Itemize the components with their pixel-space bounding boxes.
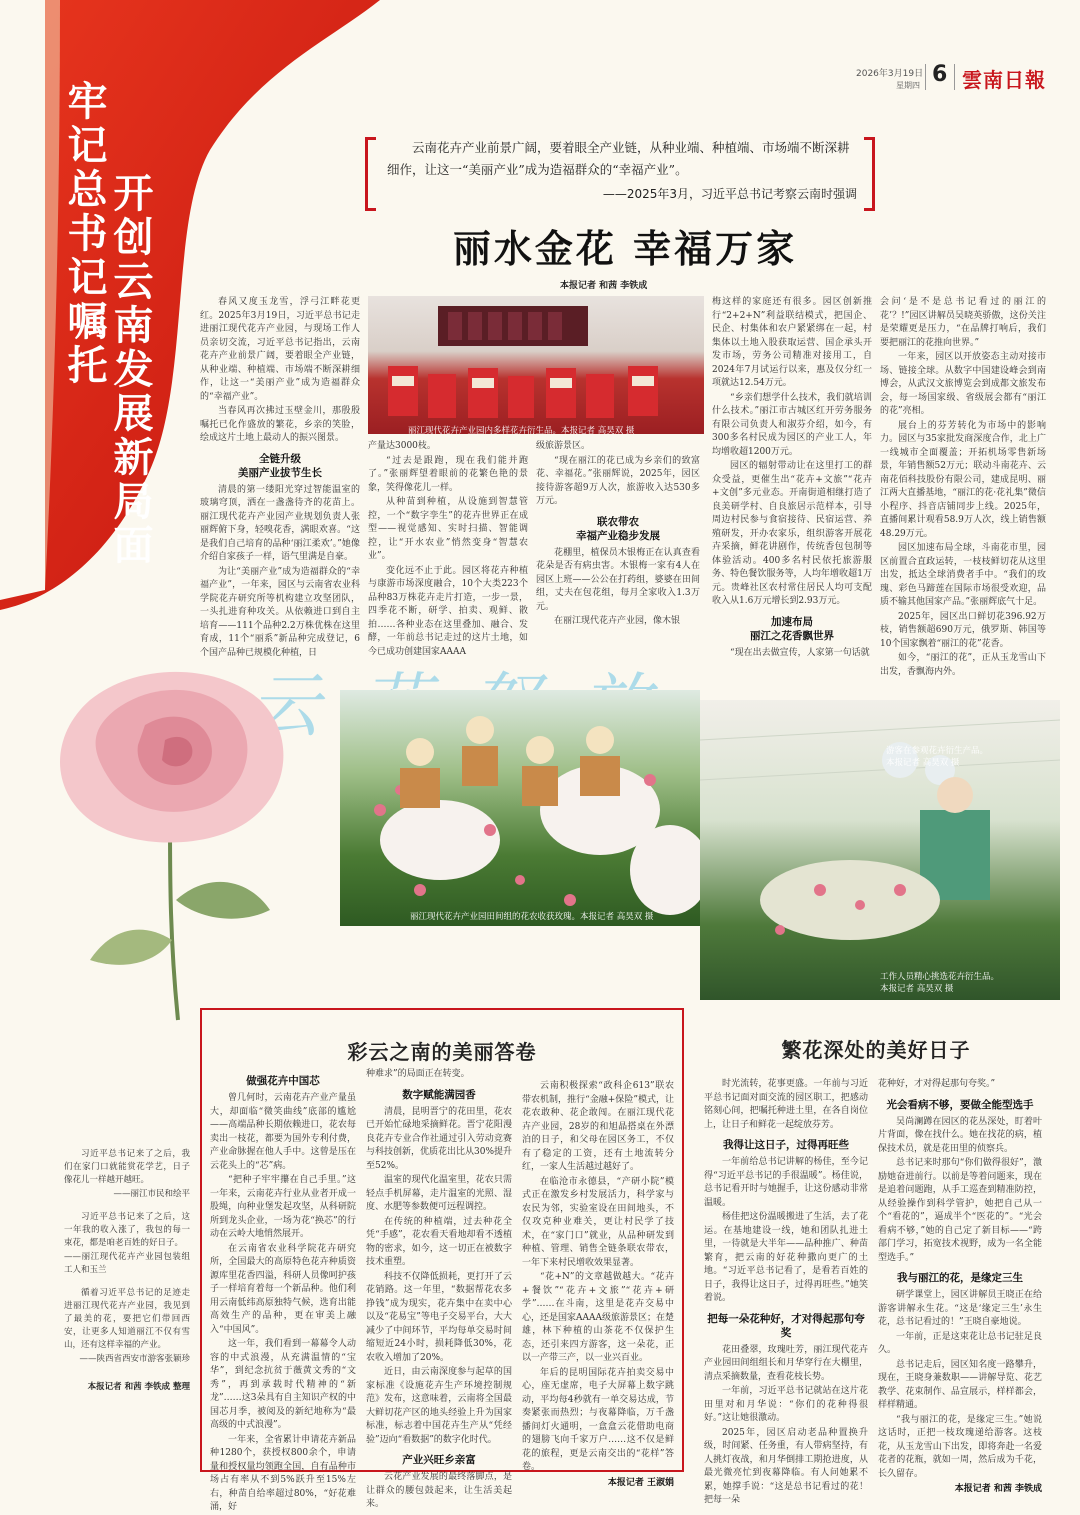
feature-left-credit: 本报记者 王淑娟 [607,1477,674,1488]
fl-c2-p6: 近日，由云南深度参与起草的国家标准《设施花卉生产环境控制规范》发布，这意味着，云南将全国最大鲜切花产区的地头经验上升为国家标准，标志着中国花卉生产从“凭经验”迈向“看数据”的数字化时代。 [366,1367,512,1445]
col3-para-4: 在丽江现代花卉产业园，像木银 [554,616,681,626]
feature-right-sub-3: 光会看病不够，要做全能型选手 [886,1098,1034,1111]
photo-greenhouse [700,700,1060,1000]
fl-c1-p2: “把种子牢牢攥在自己手里。”这一年来，云南花卉行业从业者开成一股绳，向种业堡发起攻坚，从科研院所到龙头企业，一场为花“换芯”的行动在云岭大地悄然展开。 [210,1175,356,1239]
fr-c2-p3: 总书记来时那句“你们做得很好”，激励她奋进前行。以前是等着问题来，现在是追着问题跑，从手工巡查到精准防控，从经验操作到科学管护，她把自己从一个“看花的”，逼成半个“医花的”。“光会看病不够，”她的自己定了新目标——“跨部门学习，拓宽技术视野，成为一名全能型选手。” [878,1158,1042,1263]
sidebar-quote-1-text: 习近平总书记来了之后，我们在家门口就能赏花学艺，日子像花儿一样越开越旺。 [64,1149,190,1185]
sidebar-quote-3-source: ——陕西省西安市游客张颖珍 [79,1354,190,1364]
col5-para-2: 一年来，园区以开放姿态主动对接市场、链接全球。从数字中国建设峰会到南博会，从武汉文旅博览会到成都文旅发布会，每一场国家级、省级展会都有“丽江的花”亮相。 [880,352,1046,416]
sidebar-quote-1-source: ——丽江市民和绘平 [113,1189,190,1199]
masthead-logo: 雲南日報 [962,68,1046,92]
feature-left-col-3 [522,1080,674,1488]
products-illustration [368,296,704,434]
caption-staff: 工作人员精心挑选花卉衍生品。 本报记者 高昊双 摄 [880,972,1000,994]
feature-right-sub-1: 我得让这日子，过得再旺些 [723,1139,849,1151]
feature-left-sub-1: 做强花卉中国芯 [246,1075,320,1087]
fr-c1-p3: 杨佳把这份温暖搬进了生活，去了花运。在基地建设一线，她和团队扎进土里，一待就是大半年——品种推广、种苗繁育，把云南的好花种撒向更广的土地。“习近平总书记看了，是看若百姓的日子，我得让这日子，过得再旺些。”她笑着说。 [704,1212,868,1303]
article-col-5 [880,296,1046,677]
quote-box [365,133,875,211]
feature-box-left [200,1008,684,1512]
article-col-1 [200,296,360,656]
workers-illustration [340,690,700,926]
col2-para-4: 变化远不止于此。园区将花卉种植与康游市场深度融合，10个大类223个品种83万株花卉走片打造，一步一景，四季花不断，研学、拍卖、观鲜、散拍……各种业态在这里叠加、融合、发酵，一年前总书记走过的这片土地，如今已成功创建国家AAAA [368,565,528,657]
col5-para-5: 2025年，园区出口鲜切花396.92万枝，销售额超690万元，俄罗斯、韩国等10个国家飘着“丽江的花”花香。 [880,611,1046,649]
fr-c1-p6: 2025年，园区启动老品种置换升级，时间紧、任务重，有人带病坚持，有人挑灯夜战，和月华倒排工期抢进度，从最光微亮忙到夜幕降临。有人问她累不累，她撑手说：“这是总书记看过的花！把每一朵 [704,1427,868,1505]
byline: 本报记者 和茜 李铁成 [560,281,648,291]
header [840,62,1070,92]
feature-right-col-1 [704,1078,868,1505]
greenhouse-illustration [700,700,1060,1000]
col3-para-3: 花棚里，植保员木银梅正在认真查看花朵是否有病虫害。木银梅一家有4人在园区上班——公公在打药组，婆婆在田间组，丈夫在包花组，每月全家收入1.3万元。 [536,547,700,612]
feature-right-col-2 [878,1078,1042,1494]
issue-date: 2026年3月19日 [856,69,924,79]
fr-c2-p5: 一年前，正是这束花让总书记驻足良久。 [878,1331,1042,1355]
fl-c1-p1: 曾几何时，云南花卉产业产量虽大，却面临“微笑曲线”底部的尴尬——高端品种长期依赖进口，花农每卖出一枝花，都要为国外专利付费，产业命脉握在他人手中。这曾是压在云花头上的“芯”病。 [210,1093,356,1171]
col4-para-3: 园区的辐射带动让在这里打工的群众受益，更催生出“花卉+文旅”“花卉+文创”多元业态。开南街道相继打造了良美研学村、自良旅居示范样本，引导周边村民参与食宿接待、民宿运营、养殖研发，开办农家乐，组织游客开展花卉采摘，鲜花讲剧作，传统香包包制等体验活动。400多名村民依托旅游服务、特色餐饮服务等，人均年增收超1万元。贵峰社区农村常住居民人均可支配收入从1.6万元增长到2.93万元。 [712,461,872,606]
sidebar-quote-3-text: 循着习近平总书记的足迹走进丽江现代花卉产业园，我见到了最美的花，要把它们带回西安，让更多人知道丽江不仅有雪山，还有这样幸福的产业。 [64,1288,190,1350]
fr-c1-p1: 时光流转，花事更盛。一年前与习近平总书记面对面交流的园区职工，把感动铭刻心间，把嘱托种进土里，在各自岗位上，让日子和鲜花一起绽放芬芳。 [704,1079,868,1130]
lead-para-2: 当春风再次拂过玉壁金川，那殷殷嘱托已化作盛放的繁花，乡亲的笑脸，绘成这片土地上最动人的振兴图景。 [200,406,360,443]
col1-para-1: 清晨的第一缕阳光穿过智能温室的玻璃穹顶，洒在一盏盏待齐的花苗上。丽江现代花卉产业园产业规划负责人张丽辉俯下身，轻嗅花香，满眼欢喜。“这是我们自己培育的品种‘丽江柔欢’。”她像介绍自家孩子一样，语气里满是自豪。 [200,484,360,562]
feature-left-col-2 [366,1068,513,1509]
sidebar-quote-2 [64,1211,190,1277]
fl-c2-p4: 在传统的种植端，过去种花全凭“手感”，花农看天看地却看不透植物的密求，如今，这一切正在被数字技术重塑。 [366,1216,512,1267]
fl-c1-p4: 这一年，我们看到一幕幕令人动容的中式浪漫，从充满温情的“宝华”，到纪念抗贫于薇黄文秀的“文秀”，再到承载时代精神的“新龙”……这3朵具有自主知识产权的中国芯月季，被阅及的新纪地称为“最高级的中式浪漫”。 [210,1339,356,1430]
fl-c3-p3: “花+N”的文章越做越大。“花卉+餐饮”“花卉+文旅”“花卉+研学”……在斗南，这里是花卉交易中心，还是国家AAAA级旅游景区；在楚雄，林下种植的山茶花不仅保护生态，还引来四方游客，这一朵花，正以一产带三产，以一业兴百业。 [522,1272,674,1363]
page-divider-2 [954,64,955,90]
col5-para-3: 展台上的芬芳转化为市场中的影响力。园区与35家批发商深度合作，北上广一线城市全面覆盖；开拓机场零售新场景，年销售额52万元；联动斗南花卉、云南花佰科技股份有限公司，建成昆明、丽江两大直播基地，“丽江的花·花礼集”微信小程序、抖音店铺同步上线。2025年，直播间累计观看58.9万人次，线上销售额48.29万元。 [880,420,1046,539]
fr-c1-p2: 一年前给总书记讲解的杨佳，至今记得“习近平总书记的手很温暖”。杨佳说，总书记看开时与她握手，让这份感动非常温暖。 [704,1157,868,1208]
sidebar-quotes [64,1148,190,1392]
caption-workers: 丽江现代花卉产业园田间组的花农收获玫瑰。本报记者 高昊双 摄 [410,912,654,922]
feature-right-sub-4: 我与丽江的花，是缘定三生 [897,1272,1023,1284]
page-number: 6 [932,62,948,87]
quote-bracket-left [365,137,376,211]
fl-c1-p5: 一年来，全省累计申请花卉新品种1280个，获授权800余个，申请量和授权量均领跑全国，自有品种市场占有率从不到5%跃升至15%左右，种苗自给率超过80%，“好花难涌，好 [210,1434,356,1512]
feature-left-col-1 [210,1068,356,1512]
feature-right-sub-2: 把每一朵花种好，才对得起那句夸奖 [707,1312,865,1339]
fl-c3-p2: 在临沧市永德县，“产研小院”模式正在激发乡村发展活力，科学家与农民为邻，实验室设在田间地头，不仅攻克种业难关，更让村民学了技术，在“家门口”就业，从品种研发到种植、管理、销售全链条联农带农，一年下来村民增收效果显著。 [522,1176,674,1268]
fr-c1-p5: 一年前，习近平总书记就站在这片花田里对和月华说：“你们的花种得很好。”这让她很激动。 [704,1386,868,1423]
fr-c2-p7: “我与丽江的花，是缘定三生。”她说这话时，正把一枝玫瑰递给游客。这枝花，从玉龙雪山下出发，即将奔赴一名爱花者的花瓶，就如一周，然后成为千花，长久留存。 [878,1414,1042,1479]
fl-c3-p1: 云南积极探索“政科企613”联农带农机制，推行“金融+保险”模式，让花农敢种、花企敢闯。在丽江现代花卉产业园，28岁的和旭晶搭桌在外漂泊的日子，和父母在园区务工，不仅有了稳定的工资，还有土地流转分红，一家人生活越过越好了。 [522,1081,674,1172]
article-col-3 [536,440,700,660]
article-col-4 [712,296,872,660]
lead-para-1: 春风又度玉龙雪，浮弓江畔花更红。2025年3月19日，习近平总书记走进丽江现代花卉产业园，与现场工作人员亲切交流，习近平总书记指出，云南花卉产业前景广阔，要着眼全产业链，从种业端、种植端、市场端不断深耕细作，让这一“美丽产业”成为造福群众的“幸福产业”。 [200,297,360,402]
photo-flower-workers [340,690,700,926]
feature-left-sub-2: 数字赋能满园香 [402,1088,476,1101]
issue-weekday: 星期四 [896,81,920,90]
rose-illustration [20,640,320,1020]
sidebar-quote-3 [64,1287,190,1366]
col2-para-3: 从种苗到种植，从设施到智慧管控，一个“数字孪生”的花卉世界正在成型——视觉感知、实时扫描、智能调控，让“开水农业”悄然变身“智慧农业”。 [368,497,528,561]
sidebar-quote-2-source: ——丽江现代花卉产业园包装组工人和玉兰 [64,1252,190,1275]
feature-left-sub-3: 产业兴旺乡亲富 [402,1454,476,1466]
fl-c2-p3: 温室的现代化温室里，花农只需轻点手机屏幕，走片温室的光照、湿度、水肥等参数便可远程调控。 [366,1175,512,1212]
quote-bracket-right [864,137,875,211]
col5-para-4: 园区加速布局全球，斗南花市里，园区前置合直政运转，一枝枝鲜切花从这里出发，抵达全球消费者手中。“我们的玫瑰、彩色马蹄莲在国际市场很受欢迎，品质不输其他国家产品。”张丽辉底气十足。 [880,543,1046,607]
fr-c2-p2: 吴尚澜蹲在园区的花丛深处，盯着叶片背面，像在找什么。她在找花的病，植保技术员，就是花田里的侦察兵。 [878,1116,1042,1154]
col4-para-1: 梅这样的家庭还有很多。园区创新推行“2+2+N”利益联结模式，把国企、民企、村集体和农户紧紧绑在一起，村集体以土地入股获取运营、国企承头开发市场，劳务公司精准对接用工，自2024年7月试运行以来，惠及仅分红一项就达12.54万元。 [712,297,872,388]
fr-c2-p4: 研学课堂上，园区讲解员王晓正在给游客讲解永生花。“这是‘缘定三生’永生花，总书记看过的！”王晓自豪地说。 [878,1290,1042,1327]
subhead-3: 加速布局 丽江之花香飘世界 [750,615,834,642]
col5-para-6: 如今，“丽江的花”，正从玉龙雪山下出发，香飘海内外。 [880,653,1046,677]
headline: 丽水金花 幸福万家 [452,227,798,271]
subhead-2: 联农带农 幸福产业稳步发展 [576,515,660,542]
feature-left-title: 彩云之南的美丽答卷 [347,1040,537,1064]
feature-right [696,1008,1056,1505]
col4-para-2: “乡亲们想学什么技术，我们就培训什么技术。”丽江市古城区红开劳务服务有限公司负责人和淑芬介绍，如今，有300多名村民成为园区的产业工人，年均增收超1200万元。 [712,392,872,457]
caption-products: 丽江现代花卉产业园内多样花卉衍生品。本报记者 高昊双 摄 [408,426,635,436]
subhead-1: 全链升级 美丽产业拔节生长 [238,452,322,479]
fl-c2-p2: 清晨，昆明晋宁的花田里，花农已开始忙碌地采摘鲜花。晋宁花阳漫良花卉专业合作社通过引入劳动竞赛与科技创新，优质花出比从30%提升至52%。 [366,1106,513,1171]
fl-c2-p1: 种难求”的局面正在转变。 [366,1069,470,1079]
page-divider [925,64,926,90]
col4-para-4: “现在出去做宣传，人家第一句话就 [730,647,870,658]
sidebar-quote-1 [64,1148,190,1201]
col3-para-2: “现在丽江的花已成为乡亲们的致富花、幸福花。”张丽辉说，2025年，园区接待游客超9万人次，旅游收入达530多万元。 [536,455,700,506]
fl-c2-p5: 科技不仅降低损耗，更打开了云花销路。这一年里，“数据帮花农多挣钱”成为现实，花卉集中在卖中心以及“花易宝”等电子交易平台，大大减少了中间环节，平均每单交易时间缩短近24小时，损耗降低30%，花农收入增加了20%。 [366,1271,512,1363]
sidebar-credit: 本报记者 和茜 李铁成 整理 [87,1382,190,1392]
fr-c1-p4: 花田叠翠，玫瑰吐芳，丽江现代花卉产业园田间组组长和月华穿行在大棚里，清点采摘数量，查看花枝长势。 [704,1344,868,1382]
fl-c1-p3: 在云南省农业科学院花卉研究所，全国最大的高原特色花卉种质资源库里花香四溢，科研人员像呵护孩子一样培育着每一个新品种。他们利用云南低纬高原独特气候，选育出能高效生产的品种，更在审美上融入“中国风”。 [210,1243,356,1335]
fr-c2-p1: 花种好，才对得起那句夸奖。” [878,1079,996,1089]
col2-para-2: “过去是跟跑，现在我们能并跑了。”张丽辉望着眼前的花繁色艳的景象，笑得像花儿一样。 [368,455,528,493]
fl-c2-p7: 云花产业发展的最终落脚点，是让群众的腰包鼓起来，让生活美起来。 [366,1472,512,1509]
caption-visitors: 游客在参观花卉衍生产品。 本报记者 高昊双 摄 [886,746,989,768]
quote-text: 云南花卉产业前景广阔，要着眼全产业链，从种业端、种植端、市场端不断深耕细作，让这一“美丽产业”成为造福群众的“幸福产业”。 [387,140,850,177]
photo-products [368,296,704,434]
col1-para-2: 为让“美丽产业”成为造福群众的“幸福产业”，一年来，园区与云南省农业科学院花卉研究所等机构建立攻坚团队，一头扎进育种攻关。从依赖进口到自主培育——111个品种2.2万株优株在这里育成，11个“丽系”新品种完成登记，6个国产品种已规模化种植，日 [200,566,360,658]
fl-c3-p4: 年后的昆明国际花卉拍卖交易中心，座无虚席，电子大屏幕上数字跳动，平均每4秒就有一单交易达成，节奏紧张而热烈；与夜幕降临，万千盏播间灯火通明，一盒盒云花借助电商的翅膀飞向千家万户……这不仅是鲜花的旅程，更是云南交出的“花样”答卷。 [522,1367,674,1472]
sidebar-quote-2-text: 习近平总书记来了之后，这一年我的收入涨了，我包的每一束花，都是咱老百姓的好日子。 [64,1212,190,1248]
col3-para-1: 级旅游景区。 [536,441,591,451]
banner-title-col1: 牢记总书记嘱托 [61,80,108,388]
banner-title-col2: 开创云南发展新局面 [107,172,154,568]
quote-source: ——2025年3月，习近平总书记考察云南时强调 [602,187,857,201]
feature-right-title: 繁花深处的美好日子 [781,1038,971,1062]
fr-c2-p6: 总书记走后，园区知名度一路攀升，现在，王晓身兼数职——讲解导览、花艺教学、花束制作、品宣展示，样样都会，样样精通。 [878,1359,1042,1410]
col2-para-1: 产量达3000枝。 [368,441,436,451]
col5-para-1: 会问‘是不是总书记看过的丽江的花’？!”园区讲解员吴晓英骄傲，这份关注是荣耀更是压力，“在品牌打响后，我们要把丽江的花推向世界。” [880,297,1046,348]
article-col-2 [368,440,528,660]
feature-right-credit: 本报记者 和茜 李铁成 [954,1484,1042,1494]
